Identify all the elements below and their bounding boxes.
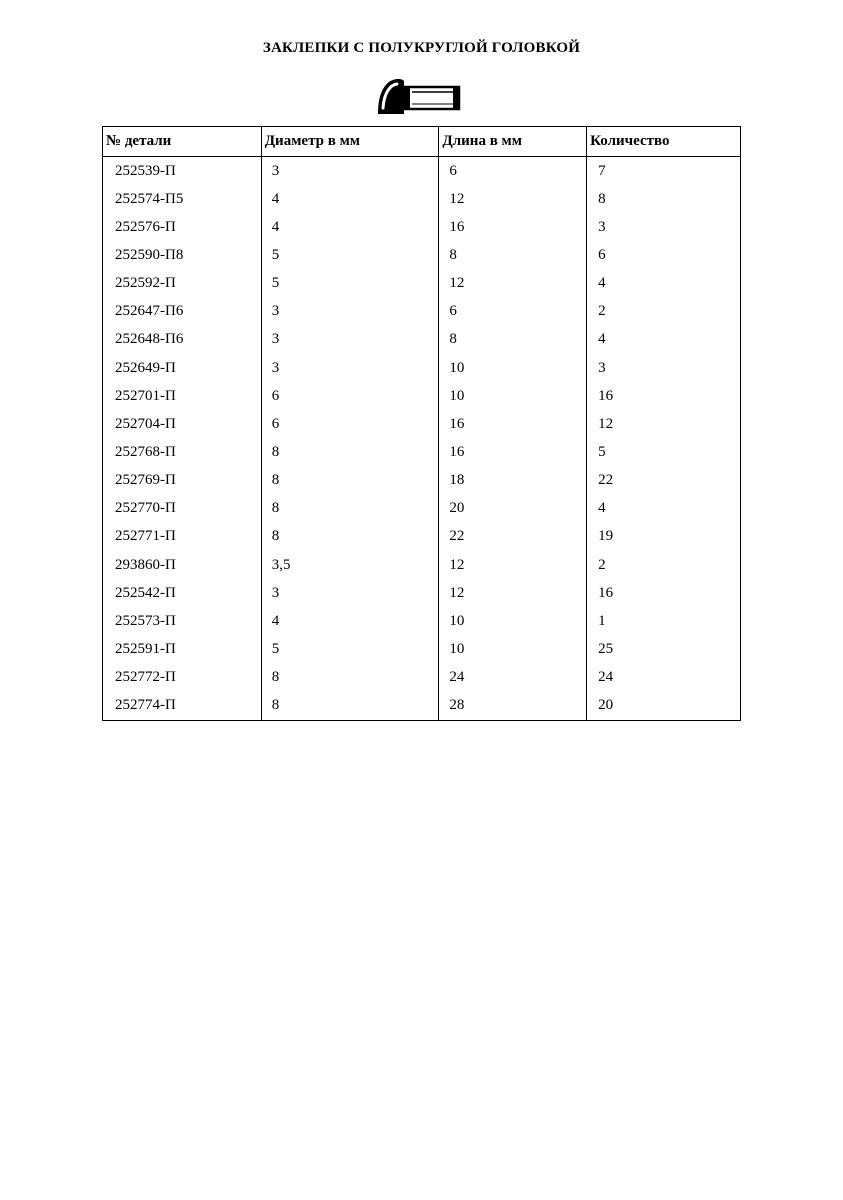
cell-diameter: 4 (261, 185, 439, 213)
cell-length: 8 (439, 326, 587, 354)
cell-length: 24 (439, 664, 587, 692)
cell-length: 10 (439, 382, 587, 410)
cell-quantity: 22 (587, 467, 741, 495)
cell-part-number: 252704-П (103, 410, 262, 438)
cell-quantity: 1 (587, 607, 741, 635)
cell-part-number: 252539-П (103, 157, 262, 186)
cell-diameter: 4 (261, 607, 439, 635)
cell-part-number: 252592-П (103, 270, 262, 298)
cell-quantity: 2 (587, 551, 741, 579)
cell-diameter: 8 (261, 523, 439, 551)
cell-diameter: 3 (261, 579, 439, 607)
cell-length: 16 (439, 410, 587, 438)
cell-diameter: 5 (261, 270, 439, 298)
cell-quantity: 20 (587, 692, 741, 721)
cell-part-number: 252771-П (103, 523, 262, 551)
page-title: ЗАКЛЕПКИ С ПОЛУКРУГЛОЙ ГОЛОВКОЙ (262, 40, 581, 56)
cell-quantity: 4 (587, 270, 741, 298)
cell-diameter: 3 (261, 298, 439, 326)
cell-quantity: 4 (587, 326, 741, 354)
rivet-icon (374, 75, 464, 117)
cell-quantity: 7 (587, 157, 741, 186)
cell-diameter: 8 (261, 692, 439, 721)
cell-quantity: 8 (587, 185, 741, 213)
table-row (103, 382, 741, 410)
table-row (103, 664, 741, 692)
cell-diameter: 5 (261, 635, 439, 663)
cell-diameter: 8 (261, 495, 439, 523)
cell-length: 18 (439, 467, 587, 495)
cell-part-number: 252774-П (103, 692, 262, 721)
rivets-table (102, 126, 741, 721)
cell-diameter: 3 (261, 326, 439, 354)
cell-length: 12 (439, 579, 587, 607)
cell-length: 16 (439, 213, 587, 241)
header-quantity: Количество (587, 127, 741, 157)
cell-length: 28 (439, 692, 587, 721)
table-row (103, 241, 741, 269)
cell-length: 10 (439, 635, 587, 663)
cell-part-number: 252591-П (103, 635, 262, 663)
cell-quantity: 2 (587, 298, 741, 326)
cell-diameter: 3 (261, 354, 439, 382)
header-diameter: Диаметр в мм (261, 127, 439, 157)
cell-diameter: 5 (261, 241, 439, 269)
cell-part-number: 252542-П (103, 579, 262, 607)
cell-length: 22 (439, 523, 587, 551)
table-row (103, 213, 741, 241)
cell-part-number: 252647-П6 (103, 298, 262, 326)
table-header-row (103, 127, 741, 157)
cell-length: 12 (439, 185, 587, 213)
cell-length: 12 (439, 270, 587, 298)
cell-length: 10 (439, 354, 587, 382)
cell-length: 16 (439, 438, 587, 466)
cell-length: 10 (439, 607, 587, 635)
table-row (103, 326, 741, 354)
cell-diameter: 3,5 (261, 551, 439, 579)
cell-quantity: 25 (587, 635, 741, 663)
table-row (103, 579, 741, 607)
cell-quantity: 6 (587, 241, 741, 269)
table-row (103, 185, 741, 213)
cell-length: 8 (439, 241, 587, 269)
cell-quantity: 16 (587, 382, 741, 410)
cell-quantity: 3 (587, 213, 741, 241)
cell-quantity: 5 (587, 438, 741, 466)
cell-diameter: 8 (261, 664, 439, 692)
table-row (103, 157, 741, 186)
cell-part-number: 252770-П (103, 495, 262, 523)
cell-quantity: 24 (587, 664, 741, 692)
cell-part-number: 252574-П5 (103, 185, 262, 213)
table-row (103, 298, 741, 326)
table-row (103, 607, 741, 635)
cell-length: 6 (439, 157, 587, 186)
table-row (103, 467, 741, 495)
cell-part-number: 252772-П (103, 664, 262, 692)
cell-diameter: 3 (261, 157, 439, 186)
cell-diameter: 8 (261, 438, 439, 466)
cell-part-number: 252649-П (103, 354, 262, 382)
table-row (103, 551, 741, 579)
cell-diameter: 6 (261, 382, 439, 410)
cell-quantity: 16 (587, 579, 741, 607)
cell-diameter: 4 (261, 213, 439, 241)
cell-part-number: 252769-П (103, 467, 262, 495)
table-row (103, 495, 741, 523)
table-row (103, 438, 741, 466)
cell-quantity: 3 (587, 354, 741, 382)
table-row (103, 354, 741, 382)
table-row (103, 692, 741, 721)
table-row (103, 410, 741, 438)
header-part-number: № детали (103, 127, 262, 157)
table-row (103, 270, 741, 298)
cell-length: 20 (439, 495, 587, 523)
cell-part-number: 252576-П (103, 213, 262, 241)
table-row (103, 635, 741, 663)
cell-part-number: 252573-П (103, 607, 262, 635)
cell-part-number: 252590-П8 (103, 241, 262, 269)
cell-part-number: 252768-П (103, 438, 262, 466)
cell-part-number: 252648-П6 (103, 326, 262, 354)
cell-diameter: 6 (261, 410, 439, 438)
header-length: Длина в мм (439, 127, 587, 157)
cell-quantity: 12 (587, 410, 741, 438)
table-row (103, 523, 741, 551)
cell-part-number: 293860-П (103, 551, 262, 579)
cell-quantity: 4 (587, 495, 741, 523)
cell-quantity: 19 (587, 523, 741, 551)
cell-part-number: 252701-П (103, 382, 262, 410)
cell-length: 6 (439, 298, 587, 326)
cell-length: 12 (439, 551, 587, 579)
cell-diameter: 8 (261, 467, 439, 495)
